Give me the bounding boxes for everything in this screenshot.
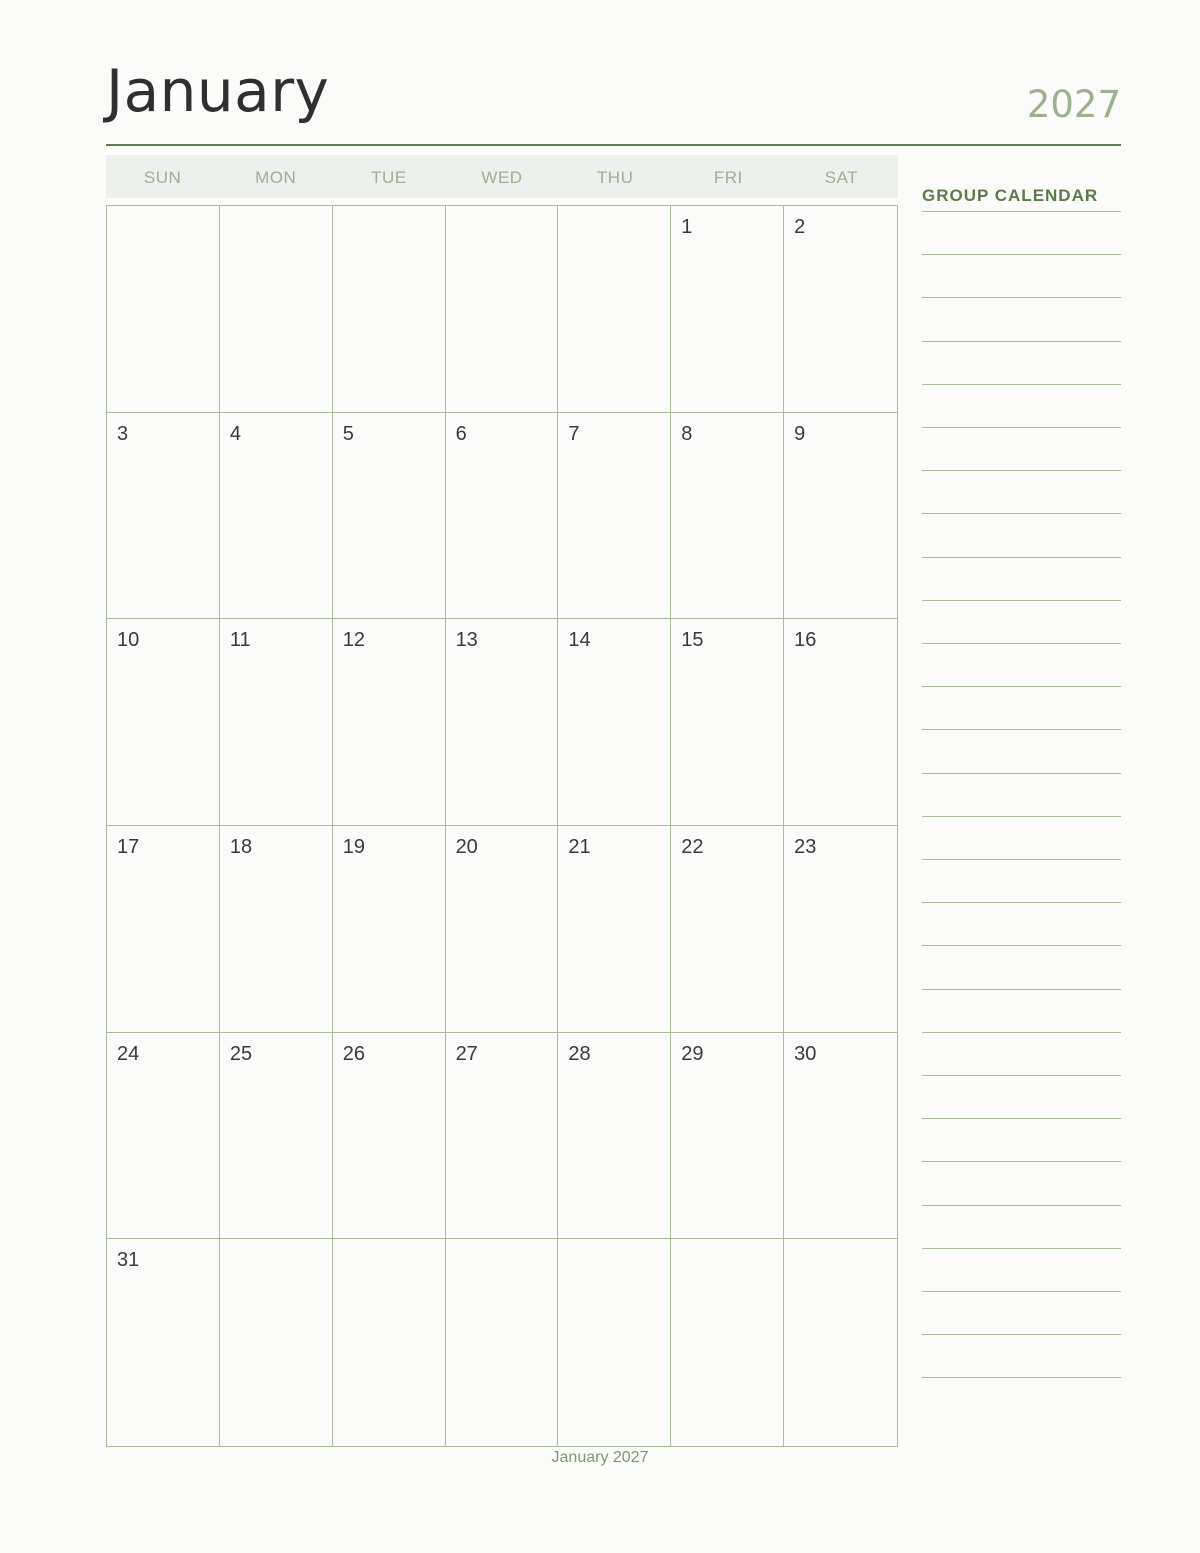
note-line[interactable]	[922, 816, 1121, 817]
note-line[interactable]	[922, 384, 1121, 385]
day-number: 21	[568, 836, 591, 858]
day-number: 9	[794, 422, 806, 445]
day-cell[interactable]	[558, 413, 671, 620]
note-line[interactable]	[922, 1205, 1121, 1206]
note-line[interactable]	[922, 729, 1121, 730]
weekday-mon: MON	[255, 168, 297, 187]
note-line[interactable]	[922, 557, 1121, 558]
day-cell[interactable]	[107, 1239, 220, 1446]
day-number: 8	[681, 422, 693, 445]
day-number: 6	[455, 422, 467, 445]
note-line[interactable]	[922, 1334, 1121, 1335]
day-number: 28	[568, 1042, 591, 1065]
day-cell[interactable]	[107, 826, 220, 1033]
note-line[interactable]	[922, 1377, 1121, 1378]
note-line[interactable]	[922, 1118, 1121, 1119]
day-cell[interactable]	[671, 1033, 784, 1240]
day-cell[interactable]	[107, 413, 220, 620]
weekday-sat: SAT	[824, 168, 859, 187]
day-cell[interactable]	[446, 1033, 559, 1240]
day-number: 22	[681, 836, 704, 858]
day-number: 20	[455, 836, 478, 858]
day-cell[interactable]	[220, 206, 333, 413]
day-cell[interactable]	[558, 1239, 671, 1446]
day-number: 24	[117, 1042, 140, 1065]
note-line[interactable]	[922, 427, 1121, 428]
note-line[interactable]	[922, 297, 1121, 298]
day-cell[interactable]	[107, 619, 220, 826]
day-number: 11	[229, 629, 251, 652]
day-number: 23	[794, 836, 817, 858]
note-line[interactable]	[922, 254, 1121, 255]
sidebar-title: GROUP CALENDAR	[922, 186, 1099, 205]
weekday-tue: TUE	[371, 168, 407, 187]
day-number: 31	[117, 1249, 140, 1272]
day-cell[interactable]	[333, 619, 446, 826]
day-cell[interactable]	[446, 206, 559, 413]
day-number: 26	[342, 1042, 365, 1065]
day-cell[interactable]	[784, 619, 897, 826]
note-line[interactable]	[922, 1248, 1121, 1249]
day-cell[interactable]	[558, 206, 671, 413]
title-divider	[106, 144, 1121, 146]
calendar-grid	[106, 205, 898, 1447]
day-number: 29	[681, 1042, 704, 1065]
day-number: 14	[568, 629, 591, 652]
day-number: 25	[229, 1042, 253, 1065]
day-number: 18	[229, 836, 253, 858]
note-line[interactable]	[922, 470, 1121, 471]
day-cell[interactable]	[558, 826, 671, 1033]
note-line[interactable]	[922, 945, 1121, 946]
day-cell[interactable]	[220, 1239, 333, 1446]
day-cell[interactable]	[558, 1033, 671, 1240]
note-line[interactable]	[922, 773, 1121, 774]
day-number: 19	[342, 836, 365, 858]
day-number: 4	[229, 422, 241, 445]
day-number: 15	[681, 629, 704, 652]
day-cell[interactable]	[558, 619, 671, 826]
day-number: 16	[794, 629, 817, 652]
day-number: 12	[342, 629, 365, 652]
day-cell[interactable]	[671, 619, 784, 826]
day-number: 7	[568, 422, 580, 445]
day-cell[interactable]	[446, 619, 559, 826]
note-line[interactable]	[922, 859, 1121, 860]
day-cell[interactable]	[220, 619, 333, 826]
weekday-fri: FRI	[713, 168, 743, 187]
note-line[interactable]	[922, 1032, 1121, 1033]
day-cell[interactable]	[784, 1239, 897, 1446]
day-cell[interactable]	[333, 206, 446, 413]
day-cell[interactable]	[784, 1033, 897, 1240]
note-line[interactable]	[922, 211, 1121, 212]
day-cell[interactable]	[671, 826, 784, 1033]
footer-label: January 2027	[551, 1449, 649, 1466]
weekday-wed: WED	[481, 168, 523, 187]
note-line[interactable]	[922, 1161, 1121, 1162]
month-title: January	[106, 57, 330, 125]
note-line[interactable]	[922, 686, 1121, 687]
weekday-sun: SUN	[143, 168, 182, 187]
weekday-thu: THU	[596, 168, 634, 187]
day-cell[interactable]	[671, 206, 784, 413]
day-cell[interactable]	[446, 1239, 559, 1446]
note-line[interactable]	[922, 600, 1121, 601]
day-cell[interactable]	[220, 413, 333, 620]
day-cell[interactable]	[446, 826, 559, 1033]
day-number: 5	[342, 422, 354, 445]
note-line[interactable]	[922, 902, 1121, 903]
day-cell[interactable]	[784, 206, 897, 413]
day-cell[interactable]	[333, 826, 446, 1033]
day-cell[interactable]	[671, 413, 784, 620]
day-number: 30	[794, 1042, 817, 1065]
weekday-header	[106, 155, 898, 198]
day-cell[interactable]	[220, 826, 333, 1033]
note-line[interactable]	[922, 1075, 1121, 1076]
day-cell[interactable]	[107, 1033, 220, 1240]
day-cell[interactable]	[446, 413, 559, 620]
year-title: 2027	[1026, 83, 1121, 126]
day-cell[interactable]	[784, 826, 897, 1033]
day-cell[interactable]	[333, 1033, 446, 1240]
day-cell[interactable]	[107, 206, 220, 413]
day-cell[interactable]	[671, 1239, 784, 1446]
day-number: 2	[794, 216, 806, 238]
day-cell[interactable]	[333, 413, 446, 620]
day-number: 1	[681, 216, 693, 238]
note-line[interactable]	[922, 989, 1121, 990]
note-line[interactable]	[922, 341, 1121, 342]
day-cell[interactable]	[333, 1239, 446, 1446]
note-line[interactable]	[922, 643, 1121, 644]
day-cell[interactable]	[220, 1033, 333, 1240]
note-line[interactable]	[922, 1291, 1121, 1292]
note-line[interactable]	[922, 513, 1121, 514]
day-cell[interactable]	[784, 413, 897, 620]
day-number: 13	[455, 629, 478, 652]
day-number: 27	[455, 1042, 478, 1065]
day-number: 3	[117, 422, 129, 445]
day-number: 17	[117, 836, 140, 858]
day-number: 10	[117, 629, 140, 652]
